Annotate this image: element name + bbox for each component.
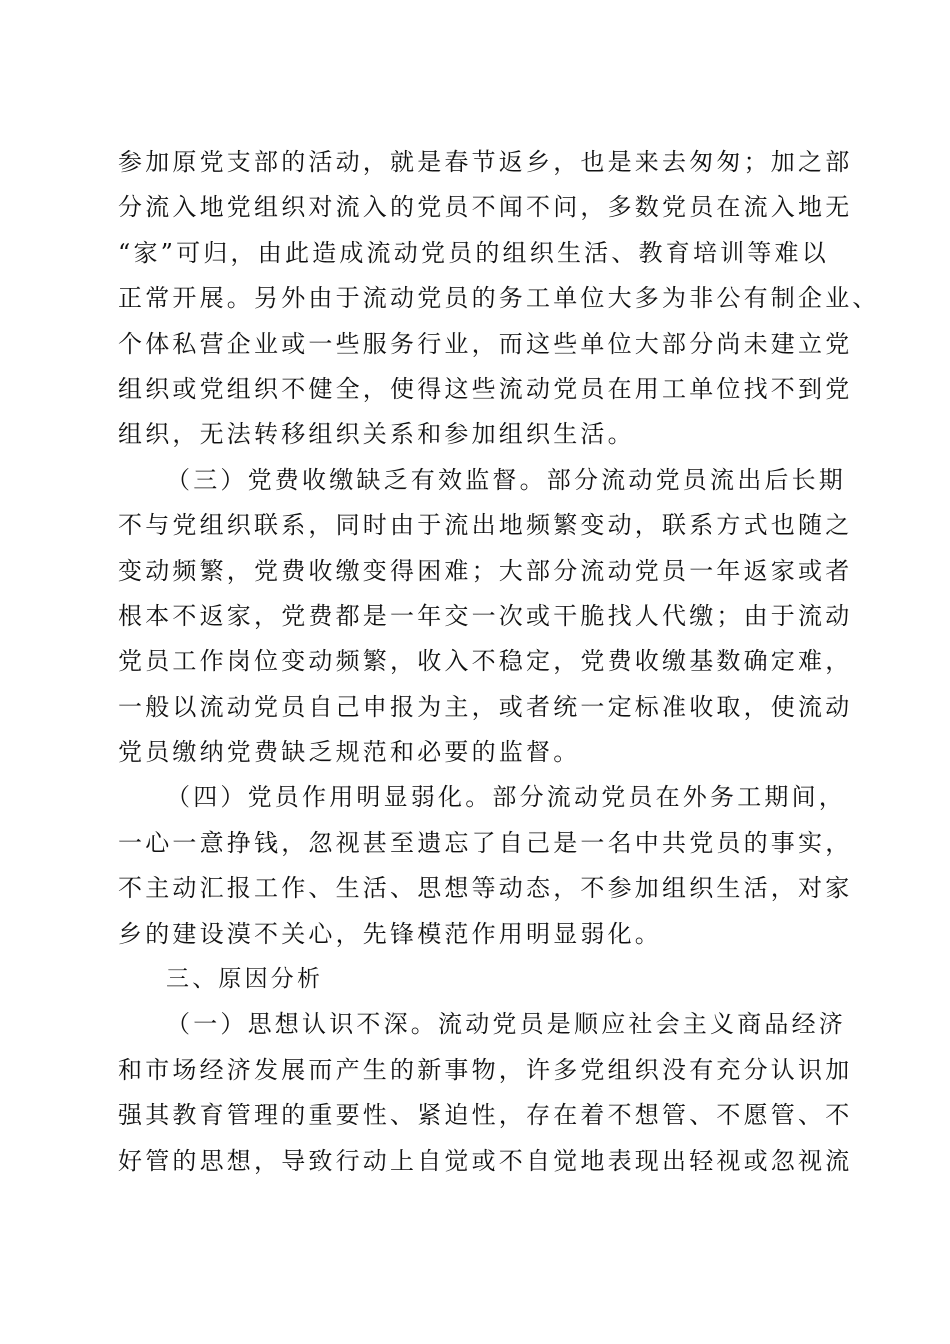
paragraph-line: 变动频繁，党费收缴变得困难；大部分流动党员一年返家或者 xyxy=(118,556,853,585)
paragraph-line: 组织，无法转移组织关系和参加组织生活。 xyxy=(118,420,635,449)
section-four-first-line: （四）党员作用明显弱化。部分流动党员在外务工期间， xyxy=(166,783,846,812)
paragraph-line: 乡的建设漠不关心，先锋模范作用明显弱化。 xyxy=(118,919,662,948)
document-body xyxy=(118,140,880,1184)
paragraph-line: 组织或党组织不健全，使得这些流动党员在用工单位找不到党 xyxy=(118,374,853,403)
paragraph-line: 根本不返家，党费都是一年交一次或干脆找人代缴；由于流动 xyxy=(118,601,853,630)
paragraph-line: 不与党组织联系，同时由于流出地频繁变动，联系方式也随之 xyxy=(118,511,853,540)
paragraph-line: 强其教育管理的重要性、紧迫性，存在着不想管、不愿管、不 xyxy=(118,1101,853,1130)
paragraph-line: 不主动汇报工作、生活、思想等动态，不参加组织生活，对家 xyxy=(118,874,853,903)
paragraph-line: 一般以流动党员自己申报为主，或者统一定标准收取，使流动 xyxy=(118,692,853,721)
paragraph-line: 一心一意挣钱，忽视甚至遗忘了自己是一名中共党员的事实， xyxy=(118,828,853,857)
section-three-first-line: （三）党费收缴缺乏有效监督。部分流动党员流出后长期 xyxy=(166,465,846,494)
paragraph-line: 分流入地党组织对流入的党员不闻不问，多数党员在流入地无 xyxy=(118,193,853,222)
paragraph-line: 党员工作岗位变动频繁，收入不稳定，党费收缴基数确定难， xyxy=(118,647,853,676)
paragraph-line: 正常开展。另外由于流动党员的务工单位大多为非公有制企业、 xyxy=(118,284,880,313)
paragraph-line: 参加原党支部的活动，就是春节返乡，也是来去匆匆；加之部 xyxy=(118,148,853,176)
paragraph-line: 好管的思想，导致行动上自觉或不自觉地表现出轻视或忽视流 xyxy=(118,1146,853,1175)
paragraph-line: 个体私营企业或一些服务行业，而这些单位大部分尚未建立党 xyxy=(118,329,853,358)
section-heading: 三、原因分析 xyxy=(166,966,324,993)
paragraph-line: “家”可归，由此造成流动党员的组织生活、教育培训等难以 xyxy=(118,238,829,267)
paragraph-line: 党员缴纳党费缺乏规范和必要的监督。 xyxy=(118,738,581,767)
subsection-one-first-line: （一）思想认识不深。流动党员是顺应社会主义商品经济 xyxy=(166,1010,846,1039)
paragraph-line: 和市场经济发展而产生的新事物，许多党组织没有充分认识加 xyxy=(118,1055,853,1084)
